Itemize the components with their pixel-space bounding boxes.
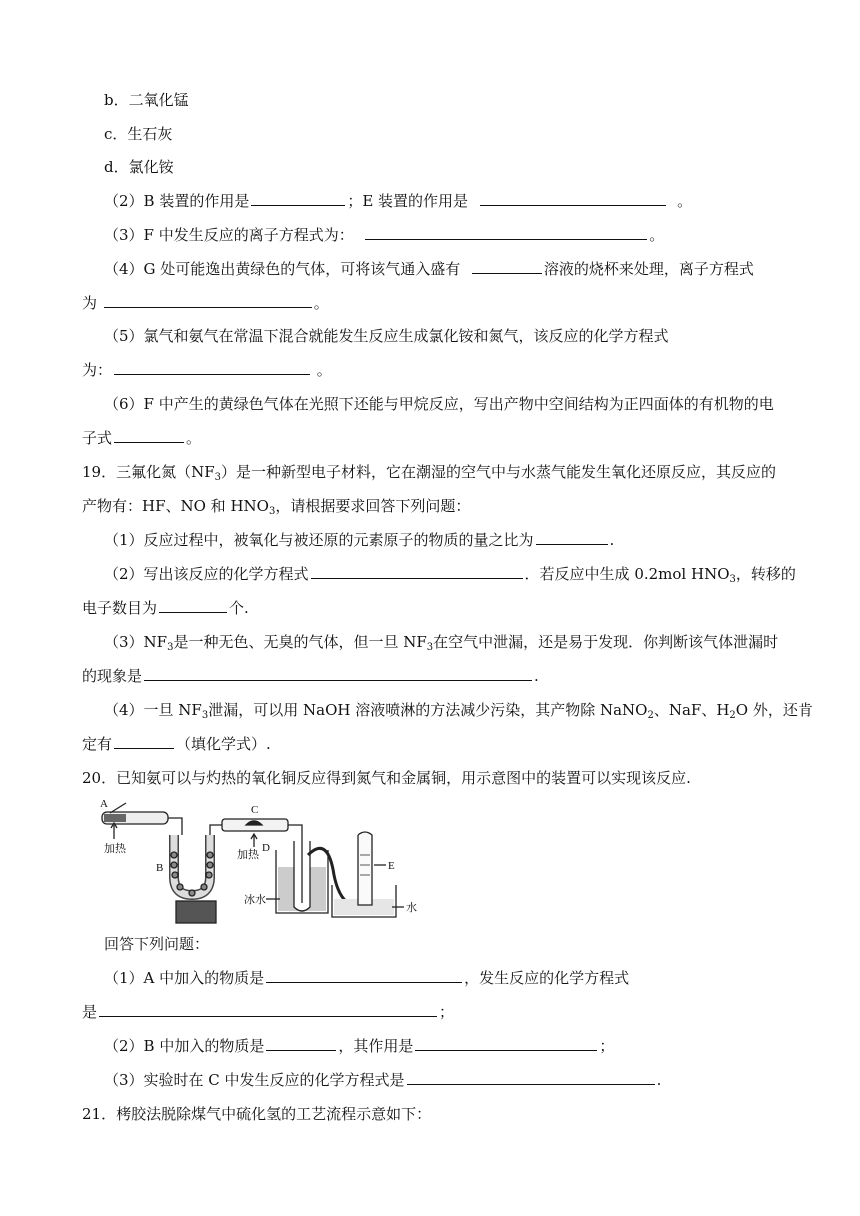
q20-part3: （3）实验时在 C 中发生反应的化学方程式是 .: [104, 1071, 662, 1089]
granule: [171, 852, 177, 858]
granule: [201, 884, 207, 890]
reagent-a: [104, 814, 126, 822]
q19-part2-line2: 电子数目为 个.: [82, 599, 249, 617]
granule: [171, 862, 177, 868]
q20-part2: （2）B 中加入的物质是 ，其作用是 ；: [104, 1037, 615, 1055]
apparatus-diagram: [96, 795, 426, 925]
option-b: b．二氧化锰: [104, 91, 189, 109]
answer-blank[interactable]: [536, 530, 608, 545]
q18-part2: （2）B 装置的作用是 ；E 装置的作用是 。: [104, 192, 693, 210]
label-water: 水: [406, 902, 417, 914]
answer-blank[interactable]: [251, 191, 345, 206]
q19-stem-line2: 产物有：HF、NO 和 $HNO_3$，请根据要求回答下列问题：: [82, 497, 471, 517]
label-ice-water: 冰水: [244, 894, 266, 906]
q19-part1: （1）反应过程中，被氧化与被还原的元素原子的物质的量之比为 .: [104, 531, 615, 549]
granule: [207, 852, 213, 858]
q18-part3: （3）F 中发生反应的离子方程式为： 。: [104, 226, 665, 244]
answer-blank[interactable]: [114, 428, 184, 443]
connector-tube: [210, 825, 222, 835]
answer-blank[interactable]: [472, 259, 542, 274]
q21-stem: 21．栲胶法脱除煤气中硫化氢的工艺流程示意如下：: [82, 1105, 432, 1123]
answer-blank[interactable]: [114, 360, 310, 375]
q18-part6-line2: 子式 。: [82, 429, 202, 447]
q20-intro: 回答下列问题：: [104, 935, 210, 953]
q18-part4-line2: 为 。: [82, 294, 329, 312]
granule: [206, 872, 212, 878]
label-heat-a: 加热: [104, 843, 126, 855]
granule: [172, 872, 178, 878]
answer-blank[interactable]: [114, 734, 174, 749]
q18-part4-line1: （4）G 处可能逸出黄绿色的气体，可将该气通入盛有 溶液的烧杯来处理，离子方程式: [104, 260, 754, 278]
answer-blank[interactable]: [159, 598, 227, 613]
answer-blank[interactable]: [480, 191, 666, 206]
answer-blank[interactable]: [365, 225, 647, 240]
q20-stem: 20．已知氨可以与灼热的氧化铜反应得到氮气和金属铜，用示意图中的装置可以实现该反应.: [82, 769, 691, 787]
answer-blank[interactable]: [311, 564, 523, 579]
answer-blank[interactable]: [407, 1070, 655, 1085]
gas-jar-e: [358, 832, 372, 905]
label-b: B: [156, 862, 164, 874]
q18-part6-line1: （6）F 中产生的黄绿色气体在光照下还能与甲烷反应，写出产物中空间结构为正四面体的有机物的电: [104, 395, 774, 413]
label-c: C: [251, 804, 259, 816]
q19-part4-line1: （4）一旦 $NF_3$泄漏，可以用 NaOH 溶液喷淋的方法减少污染，其产物除 NaNO$_2$、NaF、$H_2O$ 外，还肯: [104, 701, 813, 721]
answer-blank[interactable]: [144, 666, 532, 681]
answer-blank[interactable]: [415, 1036, 597, 1051]
q19-part4-line2: 定有 （填化学式）.: [82, 735, 271, 753]
q19-part2-line1: （2）写出该反应的化学方程式 ．若反应中生成 0.2mol $HNO_3$，转移的: [104, 565, 796, 585]
answer-blank[interactable]: [104, 293, 312, 308]
answer-blank[interactable]: [266, 968, 462, 983]
answer-blank[interactable]: [266, 1036, 336, 1051]
q19-stem-line1: 19．三氟化氮$(NF_3)$是一种新型电子材料，它在潮湿的空气中与水蒸气能发生氧化还原反应，其反应的: [82, 463, 777, 483]
option-c: c．生石灰: [104, 125, 173, 143]
granule: [189, 890, 195, 896]
label-d: D: [262, 842, 270, 854]
q19-part3-line2: 的现象是 .: [82, 667, 539, 685]
q20-part1-line1: （1）A 中加入的物质是 ，发生反应的化学方程式: [104, 969, 630, 987]
support-block: [176, 901, 216, 923]
q18-part5-line1: （5）氯气和氨气在常温下混合就能发生反应生成氯化铵和氮气，该反应的化学方程式: [104, 327, 669, 345]
granule: [207, 862, 213, 868]
connector-tube: [168, 818, 182, 835]
answer-blank[interactable]: [99, 1002, 437, 1017]
q18-part5-line2: 为： 。: [82, 361, 332, 379]
option-d: d．氯化铵: [104, 158, 174, 176]
label-heat-c: 加热: [237, 849, 259, 861]
granule: [177, 884, 183, 890]
connector-tube: [288, 825, 302, 841]
label-a: A: [100, 798, 108, 810]
q20-part1-line2: 是 ；: [82, 1003, 455, 1021]
label-e: E: [388, 860, 395, 872]
q19-part3-line1: $(3)NF_3$是一种无色、无臭的气体，但一旦 $NF_3$在空气中泄漏，还是易于发现．你判断该气体泄漏时: [104, 633, 779, 653]
